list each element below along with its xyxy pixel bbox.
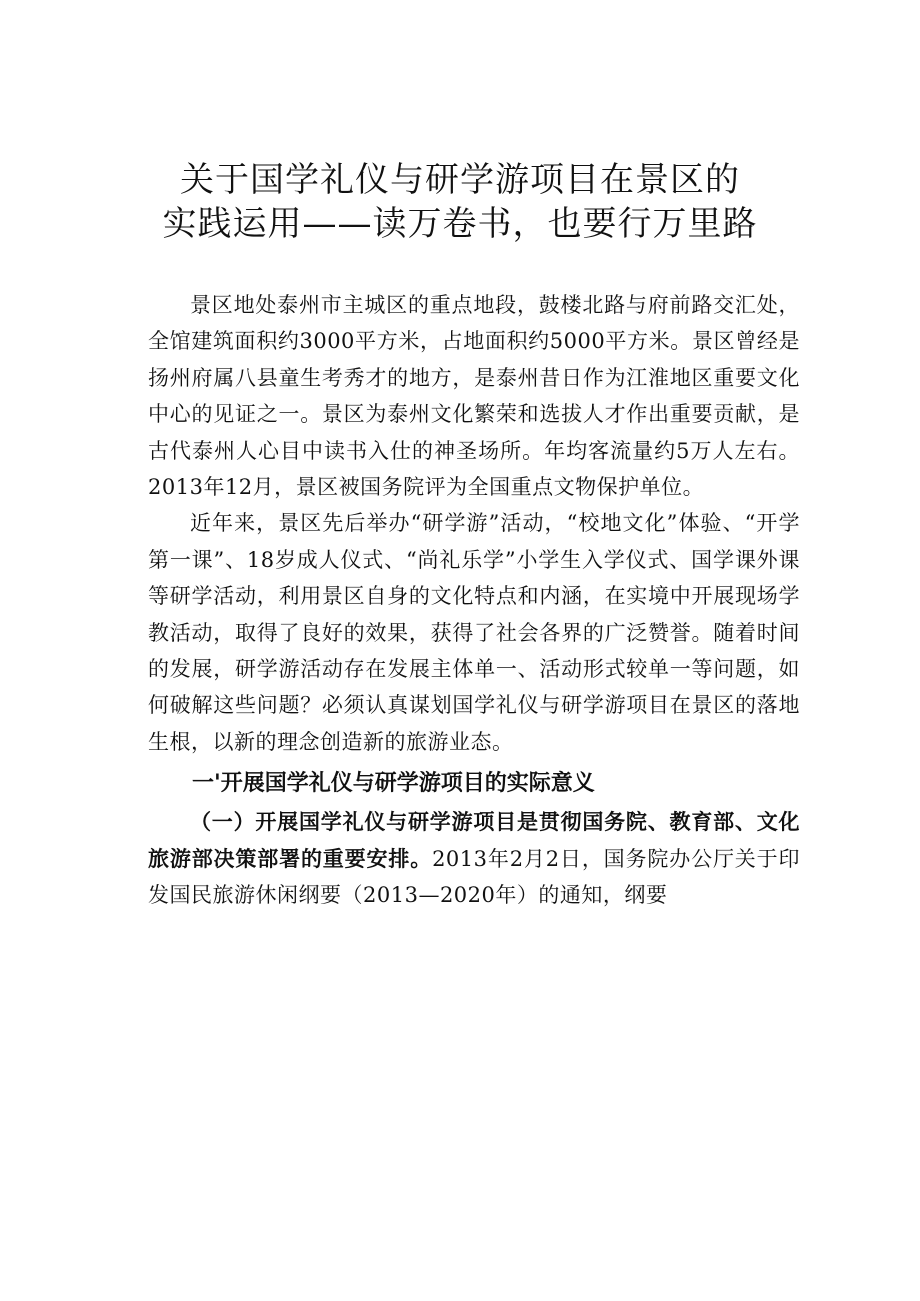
document-title-line-2: 实践运用——读万卷书，也要行万里路 <box>162 204 758 244</box>
subsection-text: 2013年2月2日，国务院办公厅关于印发国民旅游休闲纲要（2013—2020年）的通知，纲要 <box>148 846 800 908</box>
subsection-bold-lead: （一）开展国学礼仪与研学游项目是贯彻国务院、教育部、文化旅游部决策部署的重要安排。 <box>148 810 800 871</box>
document-body <box>148 287 800 914</box>
paragraph-recent-activities: 近年来，景区先后举办“研学游”活动，“校地文化”体验、“开学第一课”、18岁成人仪式、“尚礼乐学”小学生入学仪式、国学课外课等研学活动，利用景区自身的文化特点和内涵，在实境中开展现场学教活动，取得了良好的效果，获得了社会各界的广泛赞誉。随着时间的发展，研学游活动存在发展主体单一、活动形式较单一等问题，如何破解这些问题？必须认真谋划国学礼仪与研学游项目在景区的落地生根，以新的理念创造新的旅游业态。 <box>148 511 800 754</box>
paragraph-intro: 景区地处泰州市主城区的重点地段，鼓楼北路与府前路交汇处，全馆建筑面积约3000平方米，占地面积约5000平方米。景区曾经是扬州府属八县童生考秀才的地方，是泰州昔日作为江淮地区重要文化中心的见证之一。景区为泰州文化繁荣和选拔人才作出重要贡献，是古代泰州人心目中读书入仕的神圣场所。年均客流量约5万人左右。2013年12月，景区被国务院评为全国重点文物保护单位。 <box>148 293 800 500</box>
subsection-paragraph <box>148 804 800 913</box>
section-heading: 一'开展国学礼仪与研学游项目的实际意义 <box>192 771 595 797</box>
document-title-line-1: 关于国学礼仪与研学游项目在景区的 <box>180 160 740 200</box>
